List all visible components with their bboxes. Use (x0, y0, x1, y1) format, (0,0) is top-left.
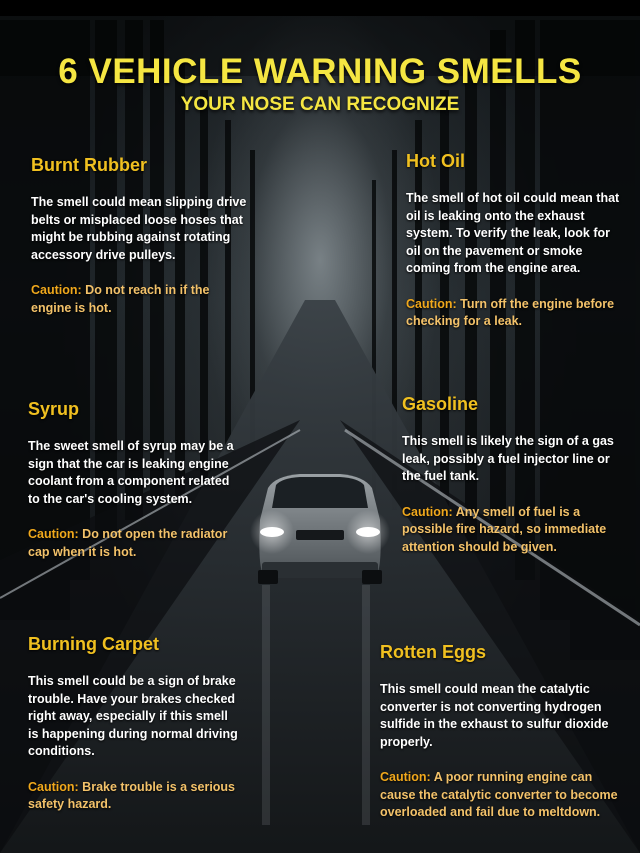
card-heading: Hot Oil (406, 151, 465, 171)
card-heading: Burning Carpet (28, 634, 160, 654)
car-illustration (250, 474, 390, 584)
card-caution (28, 526, 243, 561)
card-heading: Burnt Rubber (31, 155, 147, 175)
card-syrup (28, 399, 243, 561)
caution-label: Caution: (28, 779, 79, 794)
caution-text: Any smell of fuel is a possible fire hazard, so immediate attention should be given. (402, 504, 607, 554)
card-caution (402, 504, 624, 557)
card-heading: Rotten Eggs (380, 642, 486, 662)
caution-text: Do not reach in if the engine is hot. (31, 283, 210, 315)
caution-text: A poor running engine can cause the catalytic converter to become overloaded and fail due to meltdown. (380, 770, 618, 819)
poster-subtitle: YOUR NOSE CAN RECOGNIZE (180, 94, 460, 115)
card-rotten-eggs (380, 642, 625, 822)
card-heading: Syrup (28, 399, 80, 419)
card-body: The sweet smell of syrup may be a sign that the car is leaking engine coolant from a component related to the car's cooling system. (28, 439, 234, 506)
caution-label: Caution: (402, 504, 453, 519)
card-caution (31, 282, 251, 317)
card-burning-carpet (28, 634, 238, 814)
caution-text: Do not open the radiator cap when it is hot. (28, 527, 228, 559)
caution-text: Brake trouble is a serious safety hazard. (28, 779, 236, 811)
top-black-bar (0, 0, 640, 16)
card-caution (28, 779, 238, 814)
card-burnt-rubber (31, 155, 251, 317)
caution-label: Caution: (406, 296, 457, 311)
card-caution (406, 296, 628, 331)
card-body: This smell could be a sign of brake trouble. Have your brakes checked right away, especially if this smell is happening during normal driving conditions. (28, 674, 238, 758)
card-gasoline (402, 394, 624, 556)
caution-text: Turn off the engine before checking for a leak. (406, 296, 615, 328)
caution-label: Caution: (28, 527, 79, 541)
caution-label: Caution: (31, 283, 82, 297)
card-caution (380, 769, 625, 822)
card-body: The smell could mean slipping drive belts or misplaced loose hoses that might be rubbing against rotating accessory drive pulleys. (31, 195, 247, 262)
card-body: This smell could mean the catalytic converter is not converting hydrogen sulfide in the exhaust to sulfur dioxide properly. (380, 682, 609, 749)
poster-title: 6 VEHICLE WARNING SMELLS (58, 52, 582, 91)
card-hot-oil (406, 151, 628, 331)
card-body: This smell is likely the sign of a gas leak, possibly a fuel injector line or the fuel tank. (402, 434, 614, 483)
card-body: The smell of hot oil could mean that oil is leaking onto the exhaust system. To verify the leak, look for oil on the pavement or smoke coming from the engine area. (406, 191, 620, 275)
caution-label: Caution: (380, 770, 431, 784)
card-heading: Gasoline (402, 394, 479, 414)
